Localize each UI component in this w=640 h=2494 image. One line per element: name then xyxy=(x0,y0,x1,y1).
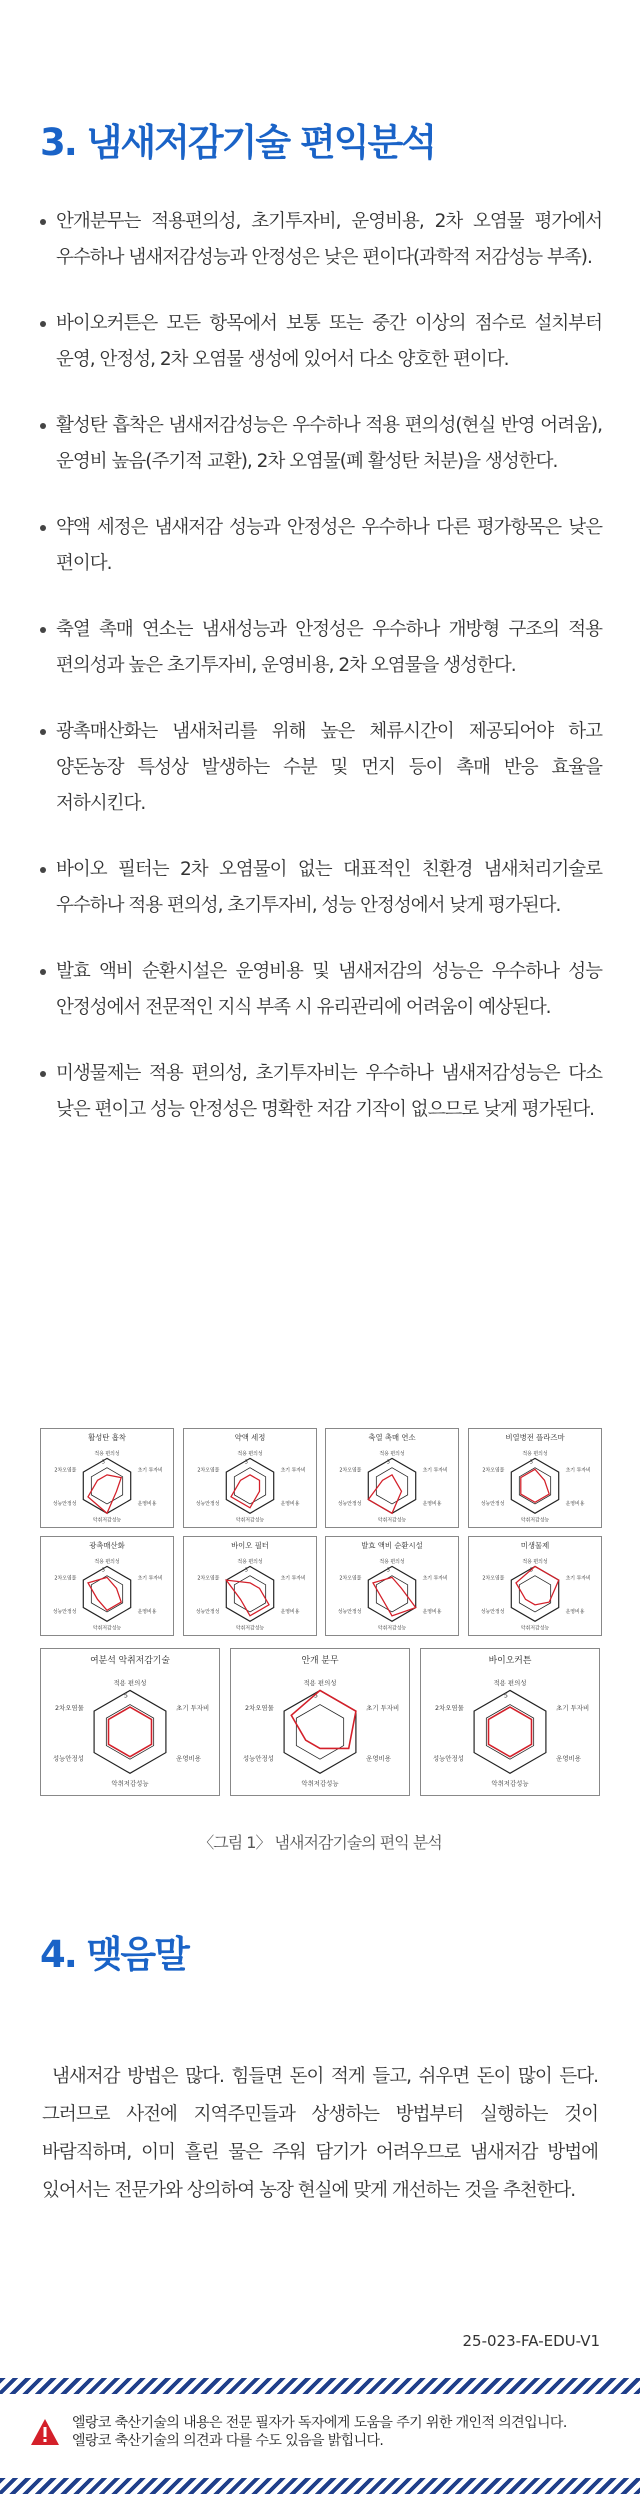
axis-label: 운영비용 xyxy=(280,1500,300,1507)
axis-label: 운영비용 xyxy=(176,1754,201,1763)
analysis-bullet-list xyxy=(36,204,602,1158)
chart-title: 광촉매산화 xyxy=(89,1540,125,1550)
bullet-item: 약액 세정은 냄새저감 성능과 안정성은 우수하나 다른 평가항목은 낮은 편이다. xyxy=(36,510,602,582)
section-4-title: 4. 맺음말 xyxy=(40,1933,188,1976)
axis-label: 2차오염물 xyxy=(434,1703,464,1712)
section-3-title: 3. 냄새저감기술 편익분석 xyxy=(40,121,435,164)
axis-label: 악취저감성능 xyxy=(378,1625,407,1632)
radar-chart-svg xyxy=(41,1537,173,1635)
radar-grid xyxy=(83,1458,130,1513)
axis-label: 악취저감성능 xyxy=(301,1779,339,1788)
axis-label: 초기 투자비 xyxy=(422,1575,448,1582)
radar-chart xyxy=(325,1536,459,1636)
radar-chart-svg xyxy=(184,1429,316,1527)
axis-label: 성능안정성 xyxy=(480,1500,505,1507)
chart-title: 활성탄 흡착 xyxy=(88,1432,126,1442)
radar-grid xyxy=(226,1458,273,1513)
chart-title: 비열병전 플라즈마 xyxy=(505,1432,565,1442)
axis-label: 성능안정성 xyxy=(337,1500,362,1507)
radar-chart-svg xyxy=(326,1537,458,1635)
radar-chart-svg xyxy=(41,1649,219,1795)
axis-label: 악취저감성능 xyxy=(111,1779,149,1788)
document-code: 25-023-FA-EDU-V1 xyxy=(462,2332,600,2350)
axis-label: 2차오염물 xyxy=(244,1703,274,1712)
axis-label: 2차오염물 xyxy=(54,1575,77,1582)
axis-label: 적용 편의성 xyxy=(237,1558,263,1565)
radar-chart xyxy=(230,1648,410,1796)
radar-chart xyxy=(183,1428,317,1528)
axis-label: 2차오염물 xyxy=(54,1703,84,1712)
chart-title: 미생물제 xyxy=(520,1540,549,1550)
disclaimer-line-2: 엘랑코 축산기술의 의견과 다를 수도 있음을 밝힙니다. xyxy=(72,2433,384,2449)
radar-grid xyxy=(296,1705,343,1760)
axis-label: 초기 투자비 xyxy=(565,1467,591,1474)
radar-grid xyxy=(511,1458,558,1513)
axis-label: 악취저감성능 xyxy=(235,1517,264,1524)
radar-series-score xyxy=(88,1577,121,1610)
scale-label: 5 xyxy=(244,1459,248,1466)
radar-chart-figure xyxy=(40,1428,600,1800)
radar-grid xyxy=(474,1690,546,1773)
axis-label: 성능안정성 xyxy=(242,1754,274,1763)
axis-label: 적용 편의성 xyxy=(522,1558,548,1565)
bullet-item: 축열 촉매 연소는 냄새성능과 안정성은 우수하나 개방형 구조의 적용 편의성과 높은 초기투자비, 운영비용, 2차 오염물을 생성한다. xyxy=(36,612,602,684)
radar-series-score xyxy=(521,1469,549,1502)
scale-label: 5 xyxy=(387,1567,391,1574)
axis-label: 운영비용 xyxy=(366,1754,391,1763)
axis-label: 성능안정성 xyxy=(337,1608,362,1615)
radar-chart-svg xyxy=(184,1537,316,1635)
radar-chart xyxy=(183,1536,317,1636)
axis-label: 초기 투자비 xyxy=(422,1467,448,1474)
radar-grid xyxy=(226,1566,273,1621)
radar-chart xyxy=(40,1648,220,1796)
radar-grid xyxy=(94,1690,166,1773)
axis-label: 초기 투자비 xyxy=(176,1703,210,1712)
axis-label: 2차오염물 xyxy=(482,1575,505,1582)
axis-label: 적용 편의성 xyxy=(522,1450,548,1457)
scale-label: 5 xyxy=(529,1459,533,1466)
axis-label: 성능안정성 xyxy=(432,1754,464,1763)
axis-label: 성능안정성 xyxy=(52,1500,77,1507)
disclaimer-footer xyxy=(0,2378,640,2494)
axis-label: 2차오염물 xyxy=(197,1575,220,1582)
bullet-item: 미생물제는 적용 편의성, 초기투자비는 우수하나 냄새저감성능은 다소 낮은 편이고 성능 안정성은 명확한 저감 기작이 없으므로 낮게 평가된다. xyxy=(36,1056,602,1128)
radar-chart xyxy=(325,1428,459,1528)
radar-chart xyxy=(420,1648,600,1796)
scale-label: 5 xyxy=(123,1691,129,1700)
axis-label: 악취저감성능 xyxy=(378,1517,407,1524)
footer-stripe-top xyxy=(0,2378,640,2394)
axis-label: 2차오염물 xyxy=(197,1467,220,1474)
axis-label: 초기 투자비 xyxy=(137,1467,163,1474)
axis-label: 초기 투자비 xyxy=(280,1467,306,1474)
chart-title: 축열 촉매 연소 xyxy=(368,1432,416,1442)
axis-label: 운영비용 xyxy=(556,1754,581,1763)
scale-label: 5 xyxy=(529,1567,533,1574)
radar-chart xyxy=(468,1428,602,1528)
axis-label: 적용 편의성 xyxy=(94,1450,120,1457)
radar-grid xyxy=(377,1468,408,1504)
radar-grid xyxy=(486,1705,533,1760)
footer-stripe-bottom xyxy=(0,2478,640,2494)
axis-label: 운영비용 xyxy=(565,1608,585,1615)
axis-label: 초기 투자비 xyxy=(556,1703,590,1712)
radar-chart xyxy=(40,1428,174,1528)
chart-title: 여분석 악취저감기술 xyxy=(90,1655,170,1666)
chart-title: 약액 세정 xyxy=(234,1432,265,1442)
radar-chart xyxy=(468,1536,602,1636)
radar-chart xyxy=(40,1536,174,1636)
axis-label: 2차오염물 xyxy=(339,1467,362,1474)
radar-grid xyxy=(284,1690,356,1773)
axis-label: 악취저감성능 xyxy=(92,1625,122,1632)
axis-label: 악취저감성능 xyxy=(491,1779,529,1788)
radar-grid xyxy=(234,1468,265,1504)
bullet-item: 광촉매산화는 냄새처리를 위해 높은 체류시간이 제공되어야 하고 양돈농장 특성상 발생하는 수분 및 먼지 등이 촉매 반응 효율을 저하시킨다. xyxy=(36,714,602,822)
scale-label: 5 xyxy=(503,1691,509,1700)
axis-label: 적용 편의성 xyxy=(237,1450,263,1457)
radar-chart-svg xyxy=(469,1537,601,1635)
axis-label: 성능안정성 xyxy=(195,1500,220,1507)
radar-series-score xyxy=(291,1690,356,1748)
axis-label: 운영비용 xyxy=(422,1608,442,1615)
axis-label: 2차오염물 xyxy=(339,1575,362,1582)
axis-label: 2차오염물 xyxy=(482,1467,505,1474)
axis-label: 성능안정성 xyxy=(480,1608,505,1615)
radar-grid xyxy=(368,1458,415,1513)
axis-label: 초기 투자비 xyxy=(280,1575,306,1582)
bullet-item: 바이오 필터는 2차 오염물이 없는 대표적인 친환경 냄새처리기술로 우수하나 적용 편의성, 초기투자비, 성능 안정성에서 낮게 평가된다. xyxy=(36,852,602,924)
disclaimer-text xyxy=(72,2414,567,2450)
disclaimer-line-1: 엘랑코 축산기술의 내용은 전문 필자가 독자에게 도움을 주기 위한 개인적 의견입니다. xyxy=(72,2415,567,2431)
chart-title: 발효 액비 순환시설 xyxy=(361,1540,423,1550)
scale-label: 5 xyxy=(101,1459,106,1466)
radar-grid xyxy=(368,1566,415,1621)
radar-series-score xyxy=(516,1566,559,1604)
axis-label: 초기 투자비 xyxy=(366,1703,400,1712)
axis-label: 적용 편의성 xyxy=(303,1678,337,1687)
axis-label: 적용 편의성 xyxy=(379,1558,405,1565)
bullet-item: 활성탄 흡착은 냄새저감성능은 우수하나 적용 편의성(현실 반영 어려움), 운영비 높음(주기적 교환), 2차 오염물(폐 활성탄 처분)을 생성한다. xyxy=(36,408,602,480)
axis-label: 초기 투자비 xyxy=(137,1575,163,1582)
axis-label: 악취저감성능 xyxy=(520,1625,549,1632)
bullet-item: 바이오커튼은 모든 항목에서 보통 또는 중간 이상의 점수로 설치부터 운영, 안정성, 2차 오염물 생성에 있어서 다소 양호한 편이다. xyxy=(36,306,602,378)
radar-chart-svg xyxy=(421,1649,599,1795)
axis-label: 성능안정성 xyxy=(52,1608,77,1615)
axis-label: 적용 편의성 xyxy=(94,1558,120,1565)
radar-grid xyxy=(511,1566,558,1621)
axis-label: 적용 편의성 xyxy=(113,1678,147,1687)
radar-chart-svg xyxy=(469,1429,601,1527)
axis-label: 악취저감성능 xyxy=(92,1517,122,1524)
radar-chart-svg xyxy=(41,1429,173,1527)
radar-series-score xyxy=(231,1475,260,1508)
radar-chart-svg xyxy=(326,1429,458,1527)
scale-label: 5 xyxy=(387,1459,391,1466)
scale-label: 5 xyxy=(244,1567,248,1574)
scale-label: 5 xyxy=(313,1691,319,1700)
axis-label: 성능안정성 xyxy=(195,1608,220,1615)
axis-label: 악취저감성능 xyxy=(520,1517,549,1524)
radar-grid xyxy=(83,1566,130,1621)
axis-label: 운영비용 xyxy=(137,1608,157,1615)
radar-series-score xyxy=(488,1707,531,1757)
bullet-item: 발효 액비 순환시설은 운영비용 및 냄새저감의 성능은 우수하나 성능 안정성에서 전문적인 지식 부족 시 유리관리에 어려움이 예상된다. xyxy=(36,954,602,1026)
axis-label: 2차오염물 xyxy=(54,1467,77,1474)
axis-label: 성능안정성 xyxy=(52,1754,84,1763)
axis-label: 적용 편의성 xyxy=(493,1678,527,1687)
radar-grid xyxy=(106,1705,153,1760)
bullet-item: 안개분무는 적용편의성, 초기투자비, 운영비용, 2차 오염물 평가에서 우수하나 냄새저감성능과 안정성은 낮은 편이다(과학적 저감성능 부족). xyxy=(36,204,602,276)
axis-label: 운영비용 xyxy=(280,1608,300,1615)
warning-icon xyxy=(30,2418,60,2446)
scale-label: 5 xyxy=(101,1567,106,1574)
axis-label: 운영비용 xyxy=(565,1500,585,1507)
axis-label: 초기 투자비 xyxy=(565,1575,591,1582)
radar-chart-svg xyxy=(231,1649,409,1795)
axis-label: 악취저감성능 xyxy=(235,1625,264,1632)
figure-caption: 〈그림 1〉 냄새저감기술의 편익 분석 xyxy=(198,1833,442,1852)
axis-label: 운영비용 xyxy=(137,1500,157,1507)
radar-series-score xyxy=(368,1475,401,1513)
chart-title: 안개 분무 xyxy=(301,1655,339,1666)
chart-title: 바이오 필터 xyxy=(230,1540,269,1550)
axis-label: 적용 편의성 xyxy=(379,1450,405,1457)
axis-label: 운영비용 xyxy=(422,1500,442,1507)
conclusion-paragraph: 냄새저감 방법은 많다. 힘들면 돈이 적게 들고, 쉬우면 돈이 많이 든다. 그러므로 사전에 지역주민들과 상생하는 방법부터 실행하는 것이 바람직하며, 이미 흘린 물은 주워 담기가 어려우므로 냄새저감 방법에 있어서는 전문가와 상의하여 농장 현실에 맞게 개선하는 것을 추천한다. xyxy=(42,2066,598,2201)
chart-title: 바이오커튼 xyxy=(488,1655,532,1666)
radar-grid xyxy=(519,1576,550,1612)
radar-series-score xyxy=(108,1707,151,1757)
